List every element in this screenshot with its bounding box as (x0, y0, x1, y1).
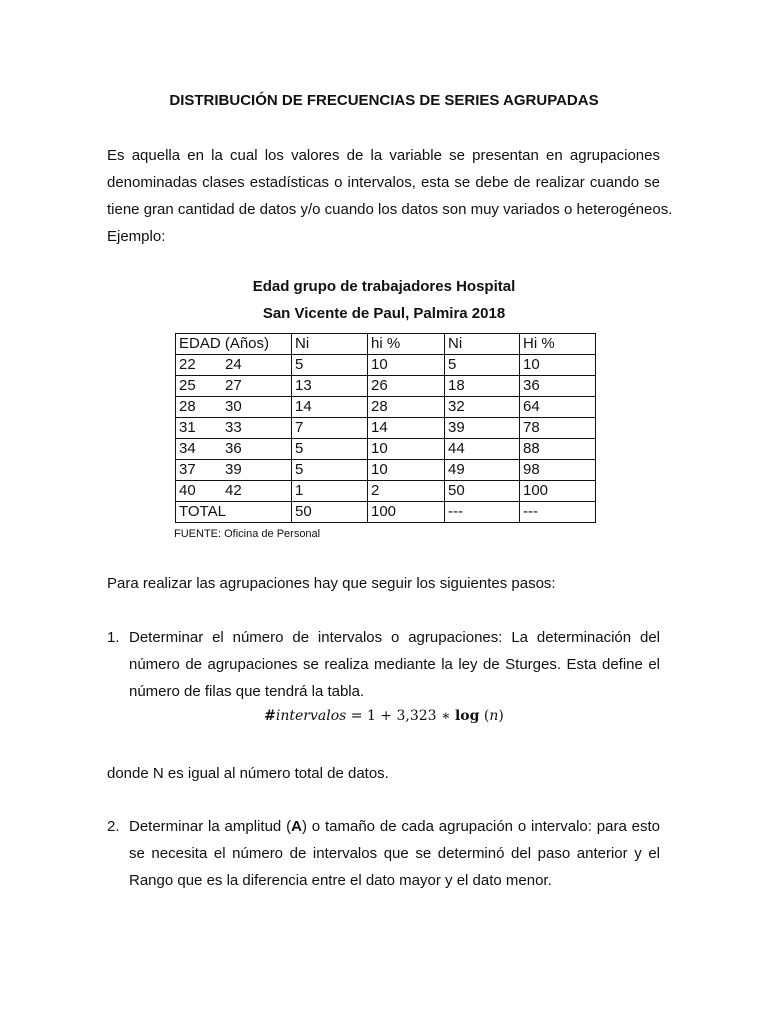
step-number: 1. (107, 629, 120, 646)
formula-log: log (454, 708, 480, 724)
table-cell: 5 (445, 355, 520, 376)
table-cell: 44 (445, 439, 520, 460)
step-line: número de agrupaciones se realiza mediante la ley de Sturges. Esta define el (129, 656, 660, 673)
where-text: donde N es igual al número total de datos. (107, 765, 389, 782)
table-cell: 13 (292, 376, 368, 397)
table-cell: 98 (520, 460, 596, 481)
intro-line: Es aquella en la cual los valores de la variable se presentan en agrupaciones (107, 147, 660, 164)
table-cell: --- (445, 502, 520, 523)
table-cell: 100 (520, 481, 596, 502)
table-cell: 100 (368, 502, 445, 523)
range-upper: 27 (225, 377, 242, 394)
range-lower: 22 (179, 356, 196, 373)
table-cell: 5 (292, 355, 368, 376)
table-cell: 88 (520, 439, 596, 460)
amplitude-symbol: A (291, 818, 302, 835)
table-row (176, 481, 596, 502)
table-row (176, 439, 596, 460)
step-text: Determinar la amplitud ( (129, 818, 292, 835)
range-lower: 37 (179, 461, 196, 478)
table-source: FUENTE: Oficina de Personal (174, 528, 321, 540)
step-line: se necesita el número de intervalos que se determinó del paso anterior y el (129, 845, 660, 862)
table-cell: 18 (445, 376, 520, 397)
range-lower: 25 (179, 377, 196, 394)
table-cell: 39 (445, 418, 520, 439)
table-title-line2: San Vicente de Paul, Palmira 2018 (262, 305, 506, 322)
age-range-cell (176, 460, 292, 481)
table-row (176, 355, 596, 376)
table-cell: 10 (368, 439, 445, 460)
formula-hash: # (264, 708, 276, 724)
age-range-cell (176, 481, 292, 502)
table-cell: 2 (368, 481, 445, 502)
range-lower: 34 (179, 440, 196, 457)
intro-line: Ejemplo: (107, 228, 166, 245)
step-body (129, 813, 660, 894)
age-range-cell (176, 418, 292, 439)
range-upper: 24 (225, 356, 242, 373)
table-cell: 50 (445, 481, 520, 502)
range-upper: 33 (225, 419, 242, 436)
age-range-cell (176, 355, 292, 376)
table-total-row (176, 502, 596, 523)
formula-variable: intervalos (275, 708, 347, 724)
age-range-cell (176, 397, 292, 418)
range-upper: 39 (225, 461, 242, 478)
table-cell: 10 (520, 355, 596, 376)
table-cell: 32 (445, 397, 520, 418)
table-cell: 10 (368, 355, 445, 376)
formula-equation: = 1 + 3,323 ∗ (346, 708, 455, 724)
header-hi-percent: hi % (368, 334, 445, 355)
intro-paragraph (107, 142, 673, 250)
step-number: 2. (107, 818, 120, 835)
header-hi-cumulative-percent: Hi % (520, 334, 596, 355)
table-cell: 1 (292, 481, 368, 502)
step-text: ) o tamaño de cada agrupación o intervalo: para esto (301, 818, 660, 835)
step-line: Rango que es la diferencia entre el dato mayor y el dato menor. (129, 872, 552, 889)
steps-intro: Para realizar las agrupaciones hay que seguir los siguientes pasos: (107, 575, 556, 592)
range-upper: 30 (225, 398, 242, 415)
range-lower: 40 (179, 482, 196, 499)
header-ni-cumulative: Ni (445, 334, 520, 355)
formula-close-paren: ) (498, 708, 504, 724)
table-cell: 14 (292, 397, 368, 418)
table-row (176, 460, 596, 481)
formula-argument: n (489, 708, 499, 724)
table-cell: 64 (520, 397, 596, 418)
table-cell: 28 (368, 397, 445, 418)
step-body (129, 624, 660, 705)
table-cell: 36 (520, 376, 596, 397)
range-upper: 42 (225, 482, 242, 499)
table-cell: 26 (368, 376, 445, 397)
sturges-formula (0, 708, 768, 724)
formula-open-paren: ( (479, 708, 490, 724)
frequency-table (175, 333, 596, 523)
range-lower: 28 (179, 398, 196, 415)
table-cell: 14 (368, 418, 445, 439)
table-row (176, 397, 596, 418)
header-edad: EDAD (Años) (176, 334, 292, 355)
table-cell: 5 (292, 439, 368, 460)
table-cell: 10 (368, 460, 445, 481)
table-cell: 5 (292, 460, 368, 481)
table-cell: 50 (292, 502, 368, 523)
table-header-row (176, 334, 596, 355)
step-line: Determinar el número de intervalos o agrupaciones: La determinación del (129, 629, 660, 646)
table-cell: 49 (445, 460, 520, 481)
table-title-line1: Edad grupo de trabajadores Hospital (252, 278, 516, 295)
step-line (129, 813, 660, 840)
intro-line: tiene gran cantidad de datos y/o cuando los datos son muy variados o heterogéneos. (107, 201, 673, 218)
age-range-cell (176, 439, 292, 460)
range-upper: 36 (225, 440, 242, 457)
table-cell: 78 (520, 418, 596, 439)
table-cell: --- (520, 502, 596, 523)
total-label: TOTAL (176, 502, 292, 523)
table-row (176, 376, 596, 397)
table-row (176, 418, 596, 439)
age-range-cell (176, 376, 292, 397)
table-cell: 7 (292, 418, 368, 439)
document-title: DISTRIBUCIÓN DE FRECUENCIAS DE SERIES AGRUPADAS (169, 92, 599, 109)
range-lower: 31 (179, 419, 196, 436)
intro-line: denominadas clases estadísticas o intervalos, esta se debe de realizar cuando se (107, 174, 660, 191)
step-line: número de filas que tendrá la tabla. (129, 683, 365, 700)
header-ni: Ni (292, 334, 368, 355)
